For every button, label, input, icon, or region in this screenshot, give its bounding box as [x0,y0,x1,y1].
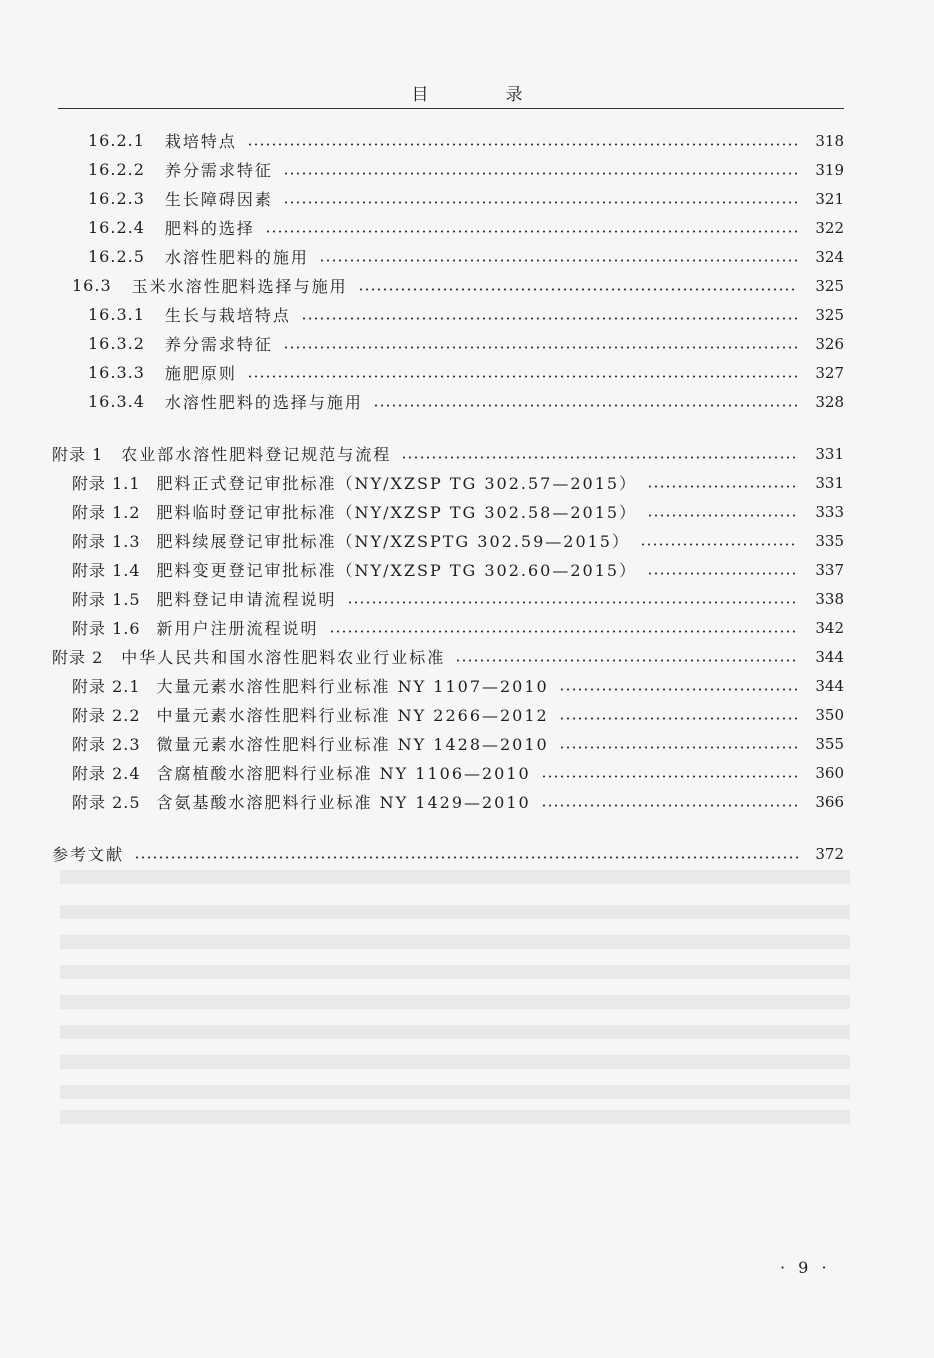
page-header-title: 目 录 [411,85,553,105]
toc-entry-number: 附录 2.4 [72,764,141,783]
bleed-through-text [60,995,850,1009]
toc-entry-title: 中量元素水溶性肥料行业标准 NY 2266—2012 [156,706,549,725]
toc-leader-dots [265,213,798,242]
toc-entry-page: 372 [815,844,844,863]
toc-entry-title: 含腐植酸水溶肥料行业标准 NY 1106—2010 [156,764,531,783]
toc-leader-dots [247,358,798,387]
toc-entry-title: 中华人民共和国水溶性肥料农业行业标准 [121,648,446,667]
toc-leader-dots [401,439,798,468]
toc-entry-page: 344 [815,647,844,666]
toc-entry-number: 16.3.4 [88,392,145,411]
toc-entry-title: 养分需求特征 [164,335,273,354]
toc-leader-dots [347,584,798,613]
toc-entry[interactable] [52,642,844,671]
toc-entry-number: 16.3.2 [88,334,145,353]
toc-entry-title: 玉米水溶性肥料选择与施用 [131,277,348,296]
toc-entry-page: 350 [815,705,844,724]
toc-leader-dots [647,497,798,526]
toc-entry[interactable] [72,787,844,816]
toc-entry[interactable] [88,358,844,387]
toc-entry-number: 16.3.1 [88,305,145,324]
toc-entry[interactable] [72,555,844,584]
toc-entry[interactable] [72,584,844,613]
toc-leader-dots [559,729,798,758]
toc-entry[interactable] [72,758,844,787]
toc-entry-number: 附录 2.5 [72,793,141,812]
toc-entry-page: 335 [815,531,844,550]
toc-entry[interactable] [88,300,844,329]
toc-entry-number: 16.2.2 [88,160,145,179]
toc-entry-number: 16.2.4 [88,218,145,237]
toc-entry[interactable] [72,729,844,758]
toc-entry[interactable] [88,184,844,213]
toc-entry-page: 319 [815,160,844,179]
toc-entry-title: 肥料变更登记审批标准（NY/XZSP TG 302.60—2015） [156,561,638,580]
toc-entry-title: 肥料续展登记审批标准（NY/XZSPTG 302.59—2015） [156,532,630,551]
toc-entry-page: 355 [815,734,844,753]
toc-entry-number: 附录 1 [52,445,104,464]
toc-entry-page: 322 [815,218,844,237]
bleed-through-text [60,1110,850,1124]
toc-entry[interactable] [88,329,844,358]
toc-leader-dots [373,387,798,416]
toc-entry[interactable] [72,468,844,497]
toc-entry-title: 含氨基酸水溶肥料行业标准 NY 1429—2010 [156,793,531,812]
toc-leader-dots [541,758,798,787]
toc-leader-dots [455,642,798,671]
toc-entry[interactable] [52,439,844,468]
toc-entry[interactable] [72,700,844,729]
toc-leader-dots [640,526,798,555]
toc-entry-number: 附录 1.1 [72,474,141,493]
toc-leader-dots [319,242,798,271]
bleed-through-text [60,1025,850,1039]
toc-leader-dots [647,555,798,584]
toc-entry-title: 肥料临时登记审批标准（NY/XZSP TG 302.58—2015） [156,503,638,522]
toc-entry-page: 331 [815,444,844,463]
toc-entry-title: 农业部水溶性肥料登记规范与流程 [121,445,392,464]
toc-entry-title: 水溶性肥料的选择与施用 [164,393,363,412]
toc-leader-dots [559,700,798,729]
toc-entry-number: 附录 2.2 [72,706,141,725]
toc-entry-title: 生长障碍因素 [164,190,273,209]
toc-entry-number: 16.3 [72,276,112,295]
toc-entry-page: 331 [815,473,844,492]
toc-leader-dots [247,126,798,155]
toc-entry-page: 325 [815,305,844,324]
toc-entry[interactable] [88,126,844,155]
toc-entry-number: 附录 1.6 [72,619,141,638]
toc-entry-number: 附录 1.2 [72,503,141,522]
toc-entry[interactable] [72,613,844,642]
toc-entry-number: 附录 1.5 [72,590,141,609]
toc-entry-number: 16.2.3 [88,189,145,208]
toc-entry-page: 327 [815,363,844,382]
toc-leader-dots [541,787,798,816]
toc-entry-number: 附录 2.1 [72,677,141,696]
toc-entry[interactable] [72,671,844,700]
bleed-through-text [60,965,850,979]
bleed-through-text [60,905,850,919]
toc-leader-dots [559,671,798,700]
bleed-through-text [60,1055,850,1069]
toc-leader-dots [358,271,798,300]
toc-entry-title: 施肥原则 [164,364,237,383]
bleed-through-text [60,935,850,949]
toc-entry-title: 栽培特点 [164,132,237,151]
page-number: · 9 · [780,1258,831,1277]
toc-entry[interactable] [72,497,844,526]
toc-entry-title: 大量元素水溶性肥料行业标准 NY 1107—2010 [156,677,549,696]
toc-entry-title: 肥料登记申请流程说明 [156,590,337,609]
header-rule [58,108,844,109]
toc-entry[interactable] [88,213,844,242]
toc-entry-page: 325 [815,276,844,295]
toc-entry[interactable] [88,155,844,184]
toc-leader-dots [283,329,798,358]
toc-entry-number: 附录 1.3 [72,532,141,551]
toc-leader-dots [647,468,798,497]
bleed-through-text [60,1085,850,1099]
toc-entry-number: 附录 2 [52,648,104,667]
toc-entry-page: 338 [815,589,844,608]
toc-entry-page: 321 [815,189,844,208]
toc-leader-dots [134,839,798,868]
toc-entry-number: 16.3.3 [88,363,145,382]
toc-entry-number: 附录 1.4 [72,561,141,580]
toc-entry[interactable] [52,839,844,868]
toc-entry[interactable] [88,242,844,271]
toc-entry-page: 342 [815,618,844,637]
toc-leader-dots [329,613,798,642]
toc-entry-title: 参考文献 [52,845,125,864]
toc-entry[interactable] [88,387,844,416]
toc-entry-title: 肥料的选择 [164,219,255,238]
toc-entry-page: 333 [815,502,844,521]
toc-entry-page: 324 [815,247,844,266]
toc-entry-title: 新用户注册流程说明 [156,619,319,638]
toc-entry-page: 318 [815,131,844,150]
toc-entry-number: 附录 2.3 [72,735,141,754]
toc-entry-page: 326 [815,334,844,353]
toc-entry[interactable] [72,271,844,300]
toc-entry-number: 16.2.1 [88,131,145,150]
toc-entry[interactable] [72,526,844,555]
toc-entry-page: 344 [815,676,844,695]
toc-leader-dots [283,184,798,213]
toc-entry-page: 328 [815,392,844,411]
toc-entry-page: 366 [815,792,844,811]
toc-entry-title: 微量元素水溶性肥料行业标准 NY 1428—2010 [156,735,549,754]
toc-entry-page: 337 [815,560,844,579]
bleed-through-text [60,870,850,884]
toc-entry-title: 养分需求特征 [164,161,273,180]
toc-entry-title: 肥料正式登记审批标准（NY/XZSP TG 302.57—2015） [156,474,638,493]
toc-leader-dots [301,300,798,329]
toc-leader-dots [283,155,798,184]
toc-entry-page: 360 [815,763,844,782]
toc-entry-number: 16.2.5 [88,247,145,266]
toc-entry-title: 水溶性肥料的施用 [164,248,309,267]
toc-entry-title: 生长与栽培特点 [164,306,291,325]
